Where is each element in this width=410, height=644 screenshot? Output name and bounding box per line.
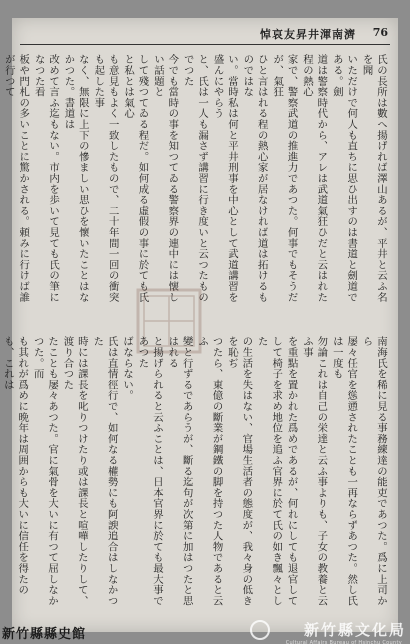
text-column: ばならない。 xyxy=(120,336,134,606)
text-column: 變と行ずるであらうが、斷る迄句が次第に加はつたと思はれる xyxy=(165,336,194,606)
text-column: と揚げられると云ふことは、日本官界に於ても最大事であつた xyxy=(135,336,164,606)
text-column: 板や門札の多いことに驚かされる。頼みに行けば誰が行つて xyxy=(1,54,30,304)
page-number: 76 xyxy=(373,26,388,39)
text-column: つたら、東億の斷業が鋼鐵の脚を持つた人物であると云ふ xyxy=(195,336,224,606)
page-header-title: 悼哀友昇井渾南濟 xyxy=(260,26,356,42)
text-column: 時には課長を叱りつけたり或は課長と喧嘩したりして、渡り合つた xyxy=(60,336,89,606)
text-column: も其れが爲めに晩年は周囲からも大いに信任を得たのも、これは xyxy=(0,336,29,606)
text-column: して殘つてゐる程だ。如何成る虛假の事に於ても氏と私とは氣心 xyxy=(121,54,150,304)
text-column: 氏の長所は數へ揚げれば澤山あるが、平井と云ふ名を聞 xyxy=(359,54,388,304)
header-divider xyxy=(20,44,390,45)
text-column: なく、無限に上下の慘ましい思ひを懷いたことはなかつた。書道は xyxy=(61,54,90,304)
text-column: 今でも當時の事を知つてゐる警察界の連中には懐しい話題と xyxy=(151,54,180,304)
text-column: いただけで何人も直ちに思ひ出すのは書道と劍道である。劍 xyxy=(329,54,358,304)
text-column: 家で、警察武道の推進力であつた。何事でもそうだが、氣狂 xyxy=(270,54,299,304)
text-column: 改めて言ふ迄もない。市内を歩いて見ても氏の筆になつた看 xyxy=(31,54,60,304)
text-column: たことも屡々あつた。官に氣骨を大いに有つて屈しなかつた。而 xyxy=(30,336,59,606)
text-column: を重點を置かれた爲めであるが、何れにしても退官して xyxy=(284,336,298,606)
text-column: 勿論これは自己の栄達と云ふ事よりも、子女の教養と云ふ事 xyxy=(300,336,329,606)
text-column: して椅子を求め地位を追ふ官界に於て氏の如き飄々とした xyxy=(254,336,283,606)
archive-watermark-subtitle: Cultural Affairs Bureau of Hsinchu County xyxy=(286,640,402,644)
text-column: 道は警察時代から、アレは武道氣狂ひだと云はれた程の熱心 xyxy=(300,54,329,304)
text-column: 屡々任官を慫慂されたことも一再ならずあつた。然し氏は一度も xyxy=(329,336,358,606)
text-column: 南海氏を稀に見る事務練達の能吏であつた。爲に上司から xyxy=(359,336,388,606)
archive-watermark: 新竹縣文化局 xyxy=(304,619,406,640)
text-column: の生活を失はない、官場生活者の態度が、我々身の低きを恥ぢ xyxy=(225,336,254,606)
text-column: と、氏は一人も漏さず講習に行き度いと云つたものでつた xyxy=(180,54,209,304)
library-stamp: 新竹縣縣史館 xyxy=(2,623,86,642)
text-column: も意見もよく一致したもので、二十年間一回の衝突も起した事 xyxy=(91,54,120,304)
text-column: ひと言はれる程の熱心家が居なければ道は拓けるものではな xyxy=(240,54,269,304)
archive-logo-icon xyxy=(250,620,270,640)
text-column: い。當時私は何と平井刑事を中心として武道講習を盛んにやらう xyxy=(210,54,239,304)
upper-text-block xyxy=(20,54,388,304)
document-page xyxy=(12,18,398,632)
text-column: 氏は直情徑行で、如何なる權勢にも阿諛追合はしなかつた xyxy=(90,336,119,606)
lower-text-block xyxy=(20,336,388,606)
